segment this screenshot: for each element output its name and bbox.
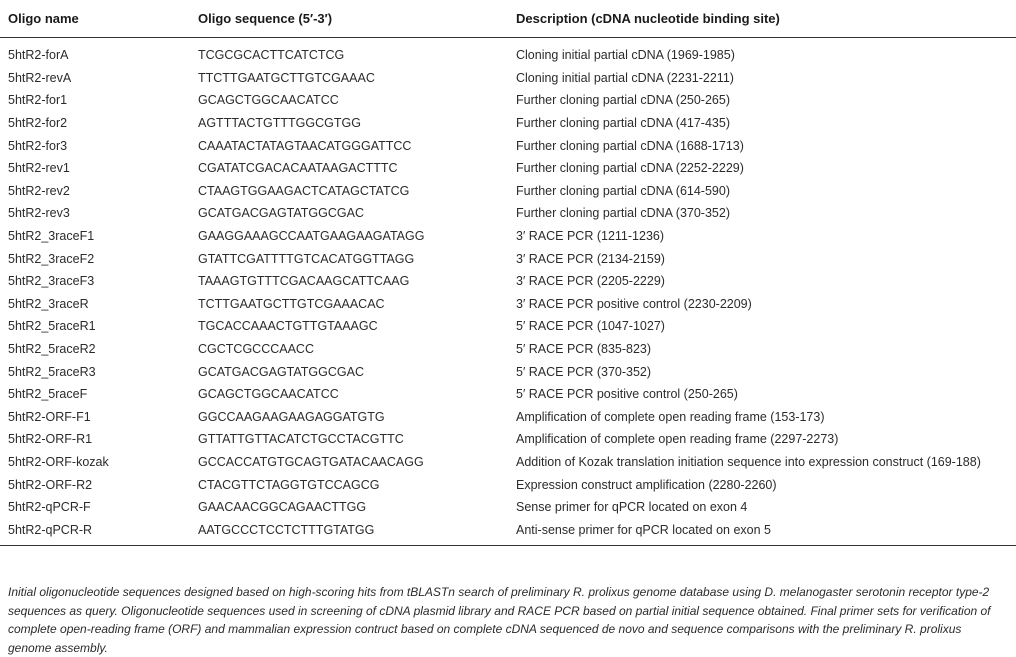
- oligo-sequence-cell: GTTATTGTTACATCTGCCTACGTTC: [198, 432, 404, 447]
- oligo-name-cell: 5htR2-rev1: [8, 161, 70, 176]
- table-row: [0, 67, 1016, 90]
- header-oligo-name: Oligo name: [0, 0, 198, 38]
- oligo-sequence-cell: TGCACCAAACTGTTGTAAAGC: [198, 319, 378, 334]
- table-row: [0, 383, 1016, 406]
- table-row: [0, 406, 1016, 429]
- table-row: [0, 360, 1016, 383]
- oligo-sequence-cell: TCTTGAATGCTTGTCGAAACAC: [198, 296, 385, 311]
- header-oligo-sequence: Oligo sequence (5′-3′): [198, 0, 516, 38]
- oligo-sequence-cell: TTCTTGAATGCTTGTCGAAAC: [198, 70, 375, 85]
- oligo-name-cell: 5htR2_5raceF: [8, 387, 88, 402]
- table-row: [0, 315, 1016, 338]
- oligo-sequence-cell: CTAAGTGGAAGACTCATAGCTATCG: [198, 183, 410, 198]
- oligo-sequence-cell: GCCACCATGTGCAGTGATACAACAGG: [198, 454, 424, 469]
- oligo-sequence-cell: TCGCGCACTTCATCTCG: [198, 48, 345, 63]
- oligo-name-cell: 5htR2_5raceR3: [8, 364, 96, 379]
- description-cell: Further cloning partial cDNA (417-435): [516, 116, 730, 131]
- oligo-name-cell: 5htR2_3raceF3: [8, 274, 95, 289]
- description-cell: Further cloning partial cDNA (250-265): [516, 93, 730, 108]
- description-cell: Expression construct amplification (2280-2260): [516, 477, 777, 492]
- description-cell: Amplification of complete open reading frame (2297-2273): [516, 432, 839, 447]
- oligo-sequence-cell: GAAGGAAAGCCAATGAAGAAGATAGG: [198, 229, 425, 244]
- oligo-sequence-cell: AGTTTACTGTTTGGCGTGG: [198, 116, 361, 131]
- oligo-name-cell: 5htR2-ORF-R2: [8, 477, 93, 492]
- oligo-name-cell: 5htR2-ORF-F1: [8, 409, 91, 424]
- oligo-sequence-cell: CGATATCGACACAATAAGACTTTC: [198, 161, 398, 176]
- table-row: [0, 157, 1016, 180]
- oligo-name-cell: 5htR2-qPCR-R: [0, 518, 198, 545]
- table-header-row: [0, 0, 1016, 38]
- oligo-sequence-cell: GTATTCGATTTTGTCACATGGTTAGG: [198, 251, 415, 266]
- table-row: [0, 496, 1016, 519]
- oligo-sequence-cell: GGCCAAGAAGAAGAGGATGTG: [198, 409, 385, 424]
- oligo-sequence-cell: GCATGACGAGTATGGCGAC: [198, 206, 364, 221]
- description-cell: 3′ RACE PCR positive control (2230-2209): [516, 296, 752, 311]
- oligo-name-cell: 5htR2-rev3: [8, 206, 70, 221]
- oligo-sequence-cell: GAACAACGGCAGAACTTGG: [198, 500, 367, 515]
- table-row: [0, 134, 1016, 157]
- oligo-name-cell: 5htR2-revA: [8, 70, 72, 85]
- oligo-sequence-cell: GCAGCTGGCAACATCC: [198, 93, 339, 108]
- table-row: [0, 428, 1016, 451]
- description-cell: Amplification of complete open reading frame (153-173): [516, 409, 825, 424]
- description-cell: Cloning initial partial cDNA (2231-2211): [516, 70, 734, 85]
- oligo-name-cell: 5htR2_5raceR1: [8, 319, 96, 334]
- description-cell: 5′ RACE PCR (1047-1027): [516, 319, 665, 334]
- oligo-sequence-cell: CTACGTTCTAGGTGTCCAGCG: [198, 477, 380, 492]
- table-row: [0, 247, 1016, 270]
- description-cell: 5′ RACE PCR (370-352): [516, 364, 652, 379]
- table-row: [0, 270, 1016, 293]
- table-row: [0, 518, 1016, 545]
- oligo-name-cell: 5htR2-rev2: [8, 183, 70, 198]
- table-row: [0, 451, 1016, 474]
- oligo-name-cell: 5htR2-ORF-kozak: [8, 454, 109, 469]
- oligo-name-cell: 5htR2-forA: [8, 48, 69, 63]
- table-row: [0, 473, 1016, 496]
- table-row: [0, 338, 1016, 361]
- table-row: [0, 202, 1016, 225]
- description-cell: Further cloning partial cDNA (370-352): [516, 206, 730, 221]
- table-row: [0, 180, 1016, 203]
- oligo-sequence-cell: CAAATACTATAGTAACATGGGATTCC: [198, 138, 412, 153]
- oligo-sequence-cell: GCATGACGAGTATGGCGAC: [198, 364, 364, 379]
- table-row: [0, 225, 1016, 248]
- description-cell: Further cloning partial cDNA (1688-1713): [516, 138, 744, 153]
- oligo-name-cell: 5htR2-qPCR-F: [8, 500, 91, 515]
- oligo-name-cell: 5htR2_3raceF2: [8, 251, 95, 266]
- oligo-sequence-cell: GCAGCTGGCAACATCC: [198, 387, 339, 402]
- description-cell: Anti-sense primer for qPCR located on exon 5: [516, 518, 1016, 545]
- header-description: Description (cDNA nucleotide binding site): [516, 0, 1016, 38]
- oligo-name-cell: 5htR2_5raceR2: [8, 342, 96, 357]
- oligo-name-cell: 5htR2-for1: [8, 93, 68, 108]
- oligo-sequence-cell: TAAAGTGTTTCGACAAGCATTCAAG: [198, 274, 410, 289]
- table-body: [0, 38, 1016, 546]
- description-cell: Cloning initial partial cDNA (1969-1985): [516, 48, 735, 63]
- oligo-name-cell: 5htR2_3raceF1: [8, 229, 95, 244]
- oligo-sequence-cell: CGCTCGCCCAACC: [198, 342, 314, 357]
- table-row: [0, 89, 1016, 112]
- table-row: [0, 38, 1016, 67]
- oligo-name-cell: 5htR2-for2: [8, 116, 68, 131]
- table-row: [0, 293, 1016, 316]
- description-cell: 5′ RACE PCR (835-823): [516, 342, 652, 357]
- description-cell: 5′ RACE PCR positive control (250-265): [516, 387, 738, 402]
- description-cell: 3′ RACE PCR (2134-2159): [516, 251, 665, 266]
- table-footnote: Initial oligonucleotide sequences designed based on high-scoring hits from tBLASTn search of preliminary R. prolixus genome database using D. melanogaster serotonin receptor type-2 sequences as query. Oligonucleotide sequences used in screening of cDNA plasmid library and RACE PCR based on partial initial sequence obtained. Final primer sets for verification of complete open-reading frame (ORF) and mammalian expression contruct based on complete cDNA sequenced de novo and sequence comparisons with the preliminary R. prolixus genome assembly.: [8, 585, 991, 655]
- description-cell: Addition of Kozak translation initiation sequence into expression construct (169-188): [516, 454, 981, 469]
- description-cell: 3′ RACE PCR (2205-2229): [516, 274, 665, 289]
- description-cell: Sense primer for qPCR located on exon 4: [516, 500, 748, 515]
- oligo-name-cell: 5htR2_3raceR: [8, 296, 89, 311]
- table-row: [0, 112, 1016, 135]
- oligo-sequence-cell: AATGCCCTCCTCTTTGTATGG: [198, 518, 516, 545]
- oligo-name-cell: 5htR2-for3: [8, 138, 68, 153]
- description-cell: 3′ RACE PCR (1211-1236): [516, 229, 665, 244]
- oligo-name-cell: 5htR2-ORF-R1: [8, 432, 93, 447]
- description-cell: Further cloning partial cDNA (614-590): [516, 183, 730, 198]
- description-cell: Further cloning partial cDNA (2252-2229): [516, 161, 744, 176]
